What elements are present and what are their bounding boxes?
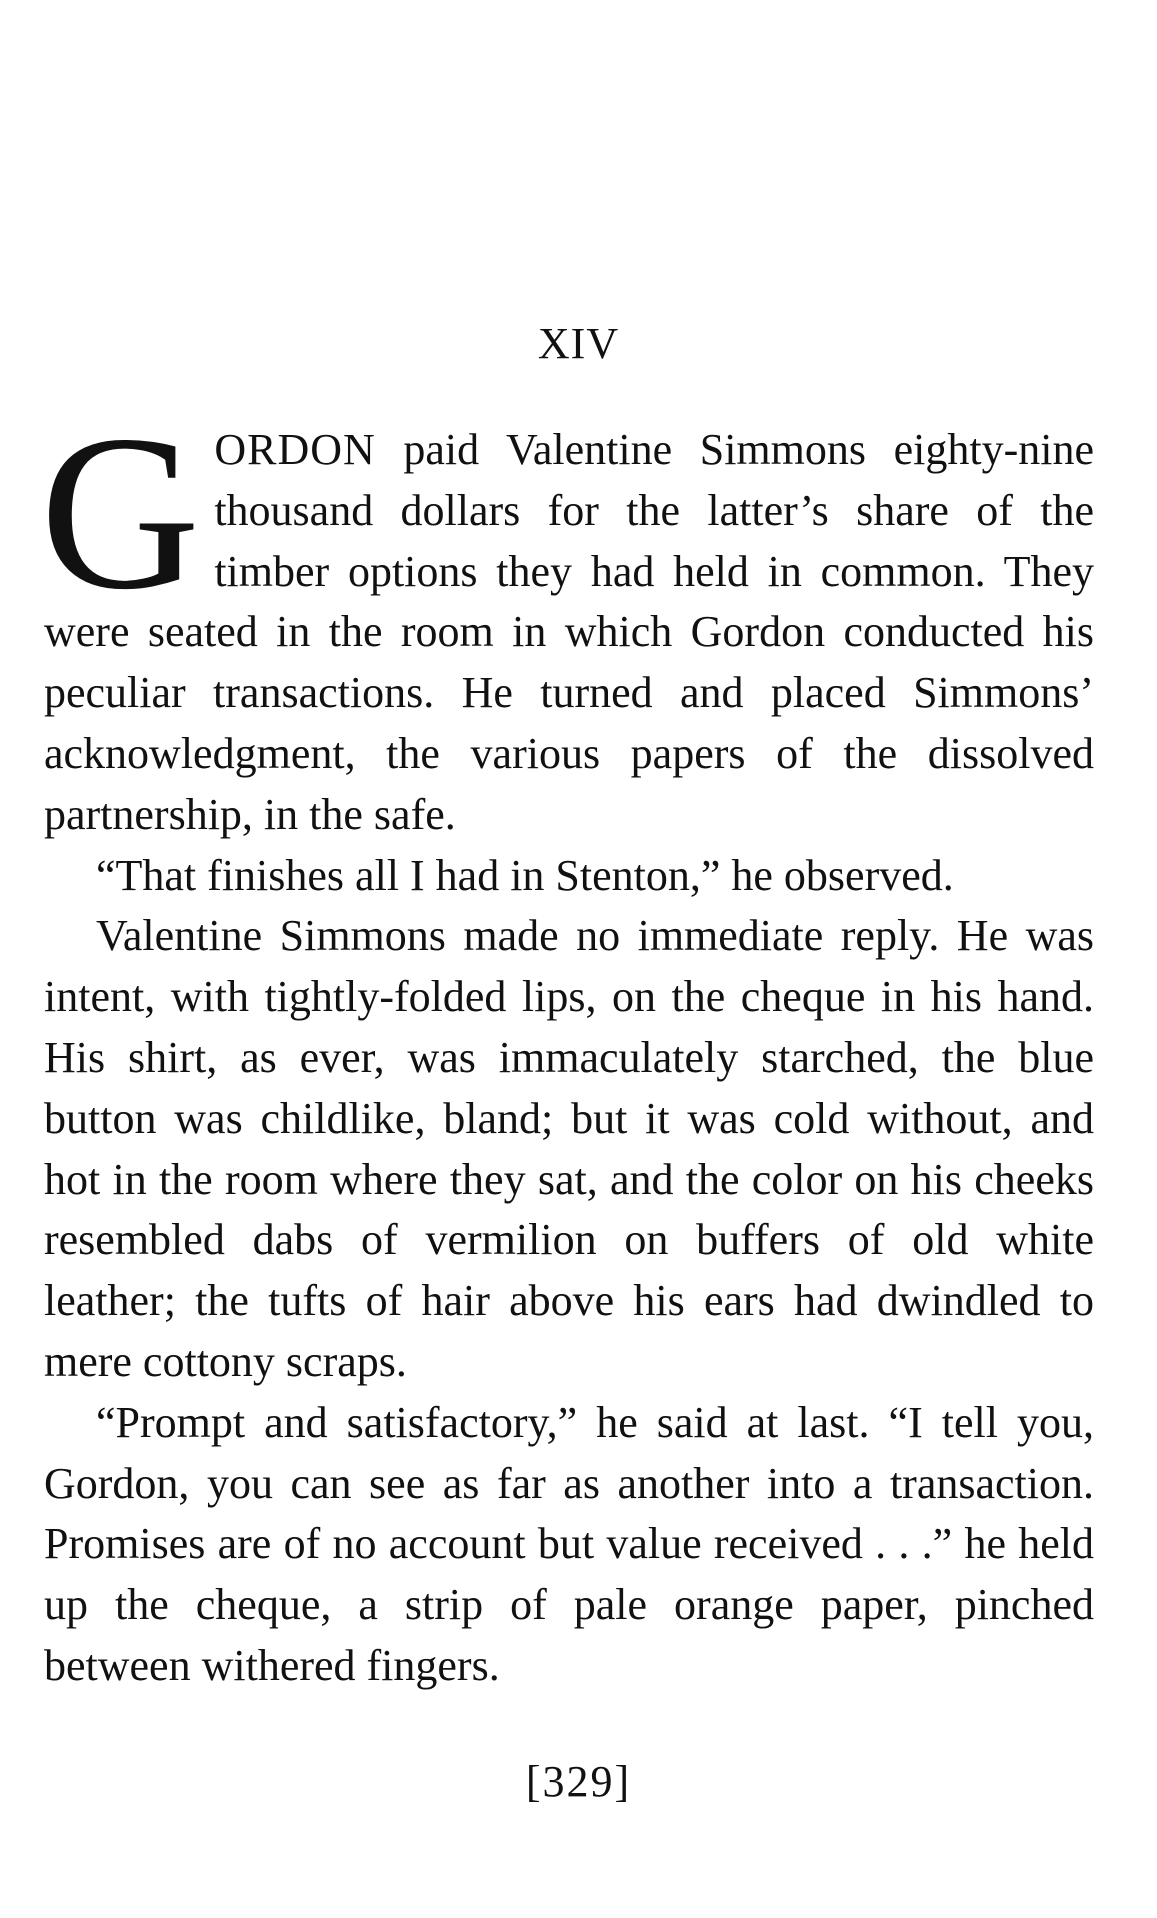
chapter-heading: XIV — [537, 319, 620, 368]
paragraph-4: “Prompt and satisfactory,” he said at last. “I tell you, Gordon, you can see as far as another into a transaction. Promises are of no account but value received . . .” he held up the cheque, a strip of pale orange paper, pinched between withered fingers. — [44, 1397, 1094, 1690]
paragraph-lead-word: ORDON — [214, 425, 376, 474]
body-text — [40, 390, 1094, 1697]
paragraph-2: “That finishes all I had in Stenton,” he observed. — [96, 850, 954, 900]
paragraph-1-text: paid Valentine Simmons eighty-nine thousand dollars for the latter’s share of the timber options they had held in common. They were seated in the room in which Gordon conducted his peculiar transactions. He turned and placed Simmons’ acknowledgment, the various papers of the dissolved partnership, in the safe. — [44, 425, 1094, 839]
drop-cap: G — [40, 390, 201, 636]
paragraph-1 — [40, 390, 1094, 846]
paragraph-3: Valentine Simmons made no immediate reply. He was intent, with tightly-folded lips, on the cheque in his hand. His shirt, as ever, was immaculately starched, the blue button was childlike, bland; but it was cold without, and hot in the room where they sat, and the color on his cheeks resembled dabs of vermilion on buffers of old white leather; the tufts of hair above his ears had dwindled to mere cottony scraps. — [44, 911, 1094, 1386]
page-number: [329] — [525, 1757, 632, 1806]
